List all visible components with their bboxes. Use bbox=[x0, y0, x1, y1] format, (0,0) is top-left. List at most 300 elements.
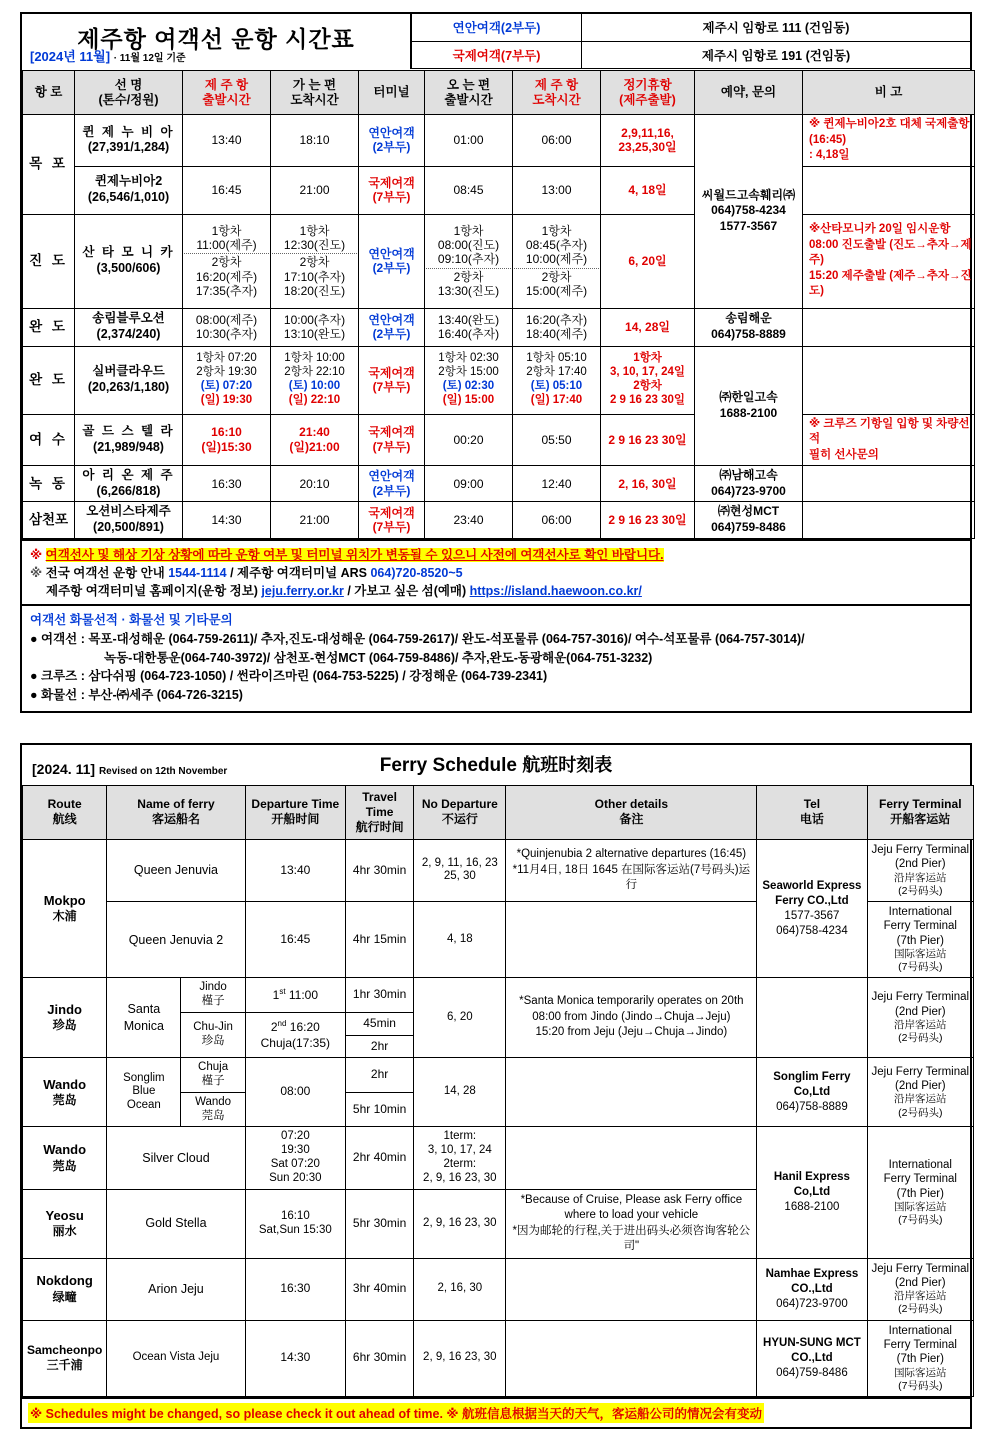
english-footer-note: ※ Schedules might be changed, so please check it out ahead of time. ※ 航班信息根据当天的天气，客运船公司的情况会有变动 bbox=[28, 1403, 764, 1423]
cell-contact-tel1: 1688-2100 bbox=[719, 405, 778, 420]
cell-departure-ordinal: 2 bbox=[270, 1019, 278, 1034]
cell-route-en: Samcheonpo bbox=[26, 1343, 103, 1358]
cell-outbound-arrival bbox=[271, 308, 359, 346]
leg-label: 2항차 bbox=[299, 255, 330, 270]
cell-other-details bbox=[506, 1320, 757, 1396]
cell-ship bbox=[75, 115, 183, 167]
cell-ferry-terminal-l3: 沿岸客运站 bbox=[894, 1018, 947, 1031]
leg-time: 08:45(추자) bbox=[525, 237, 588, 252]
korean-title-box bbox=[22, 14, 410, 70]
th-ferry-terminal-en: Ferry Terminal bbox=[879, 797, 962, 812]
cell-no-departure: 2, 9, 16 23, 30 bbox=[414, 1320, 506, 1396]
address-row bbox=[412, 41, 971, 68]
cell-travel-time: 6hr 30min bbox=[345, 1320, 413, 1396]
cell-tel-company-l1: Songlim Ferry bbox=[773, 1070, 851, 1083]
cell-route: 완 도 bbox=[23, 308, 75, 346]
cell-contact-name: 송림해운 bbox=[725, 311, 772, 326]
cell-holiday: 4, 18일 bbox=[601, 166, 695, 214]
leg-time: 1항차 05:10 bbox=[526, 352, 587, 365]
leg-time: 1항차 07:20 bbox=[196, 352, 257, 365]
cell-terminal-l1: 연안여객 bbox=[368, 312, 415, 327]
international-terminal-address: 제주시 임항로 191 (건임동) bbox=[582, 41, 971, 68]
th-jeju-arrival-l1: 제 주 항 bbox=[534, 78, 579, 93]
cargo-contact-line: ● 크루즈 : 삼다쉬핑 (064-723-1050) / 썬라이즈마린 (064-753-5225) / 강정해운 (064-739-2341) bbox=[30, 669, 548, 684]
cell-ship-spec: (2,374/240) bbox=[96, 327, 161, 342]
th-inbound-departure bbox=[425, 71, 513, 115]
cell-no-departure: 4, 18 bbox=[414, 901, 506, 977]
cell-ship-spec: (20,263/1,180) bbox=[87, 380, 170, 395]
cell-travel-time: 4hr 15min bbox=[345, 901, 413, 977]
th-no-departure-en: No Departure bbox=[421, 797, 498, 812]
english-page-title-cn: 航班时刻表 bbox=[522, 754, 613, 775]
cell-ferry-terminal-l3: (7th Pier) bbox=[896, 1187, 944, 1200]
cell-jeju-departure bbox=[183, 414, 271, 466]
nationwide-ferry-phone[interactable]: 1544-1114 bbox=[168, 565, 227, 580]
cell-terminal bbox=[359, 414, 425, 466]
terminal-address-box bbox=[410, 14, 970, 69]
cell-outbound-arrival bbox=[271, 346, 359, 414]
cell-terminal-l1: 국제여객 bbox=[368, 505, 415, 520]
cell-ferry-name: Ocean Vista Jeju bbox=[107, 1320, 245, 1396]
cell-departure-time: 14:30 bbox=[245, 1320, 345, 1396]
cell-ferry-name-l1: Santa bbox=[127, 1002, 161, 1017]
leg-time: 12:30(진도) bbox=[283, 237, 346, 252]
info-line-1-mid: / 제주항 여객터미널 ARS bbox=[226, 565, 371, 580]
cell-jeju-arrival: 06:00 bbox=[513, 502, 601, 538]
cell-inbound-departure: 23:40 bbox=[425, 502, 513, 538]
cell-terminal-l1: 연안여객 bbox=[368, 246, 415, 261]
cell-contact-name: 씨월드고속훼리㈜ bbox=[701, 187, 796, 202]
cell-tel bbox=[757, 839, 867, 977]
info-line-2 bbox=[30, 582, 962, 600]
cell-ship bbox=[75, 414, 183, 466]
leg-time-sun: (일) 17:40 bbox=[530, 393, 583, 406]
th-departure-time-cn: 开船时间 bbox=[271, 812, 320, 827]
cell-departure-ordinal: 1 bbox=[272, 987, 280, 1002]
cell-ferry-terminal-l1: International bbox=[888, 1324, 952, 1337]
cell-ferry-terminal-l2: Ferry Terminal bbox=[883, 1338, 957, 1351]
cell-terminal-l2: (2부두) bbox=[372, 261, 411, 276]
leg-time: 21:40 bbox=[299, 425, 330, 440]
cell-remark-l3: 15:20 제주출발 (제주→추자→진도) bbox=[809, 269, 972, 298]
cell-travel-time: 1hr 30min bbox=[345, 978, 413, 1013]
cell-travel-time bbox=[345, 1012, 413, 1057]
cell-contact-name: ㈜한일고속 bbox=[719, 390, 778, 405]
cell-ferry-terminal-l3: 沿岸客运站 bbox=[894, 1290, 947, 1303]
th-inbound-departure-l2: 출발시간 bbox=[444, 92, 493, 107]
cell-ship-name: 골 드 스 텔 라 bbox=[82, 424, 175, 439]
cell-departure-time: 16:45 bbox=[245, 901, 345, 977]
cell-travel-time: 5hr 30min bbox=[345, 1189, 413, 1258]
leg-label: 2항차 bbox=[211, 255, 242, 270]
cell-route bbox=[23, 1189, 107, 1258]
cell-route bbox=[23, 1320, 107, 1396]
cell-inbound-departure: 01:00 bbox=[425, 115, 513, 167]
th-other-details bbox=[506, 785, 757, 839]
table-row bbox=[23, 466, 975, 502]
cell-ferry-terminal-l2: Ferry Terminal bbox=[883, 1173, 957, 1186]
cell-route: 삼천포 bbox=[23, 502, 75, 538]
cell-ferry-terminal-l2: Ferry Terminal bbox=[883, 920, 957, 933]
cell-route: 녹 동 bbox=[23, 466, 75, 502]
cell-other-details-l2: 08:00 from Jindo (Jindo→Chuja→Jeju) bbox=[532, 1010, 731, 1023]
th-ferry-name bbox=[107, 785, 245, 839]
cell-contact-tel1: 064)759-8486 bbox=[711, 519, 786, 534]
coastal-terminal-label: 연안여객(2부두) bbox=[412, 14, 582, 41]
cell-jeju-departure bbox=[183, 346, 271, 414]
cell-travel-time: 5hr 10min bbox=[345, 1092, 413, 1127]
cell-holiday-l2: 23,25,30일 bbox=[618, 140, 677, 155]
cargo-contact-block bbox=[22, 604, 970, 711]
th-tel bbox=[757, 785, 867, 839]
cell-ferry-terminal-l2: (2nd Pier) bbox=[895, 1080, 946, 1093]
th-route: 항 로 bbox=[23, 71, 75, 115]
cell-departure-time-l1: 07:20 bbox=[280, 1130, 310, 1143]
cell-ferry-name: Arion Jeju bbox=[107, 1258, 245, 1320]
cell-no-departure-l1: 1term: bbox=[443, 1130, 477, 1143]
cell-ferry-terminal-l4: (2号码头) bbox=[898, 1032, 943, 1045]
cell-ship-name: 오션비스타제주 bbox=[86, 504, 171, 519]
th-tel-en: Tel bbox=[803, 797, 821, 812]
table-row bbox=[23, 1058, 974, 1093]
coastal-terminal-address: 제주시 임항로 111 (건임동) bbox=[582, 14, 971, 41]
leg-label: 1항차 bbox=[541, 223, 572, 238]
cell-remark bbox=[803, 308, 975, 346]
cell-departure-ordinal-sup: st bbox=[279, 986, 286, 996]
cell-jeju-arrival bbox=[513, 308, 601, 346]
cell-inbound-departure bbox=[425, 308, 513, 346]
cell-tel bbox=[757, 1127, 867, 1258]
cell-contact bbox=[695, 502, 803, 538]
cell-ferry-terminal-l1: Jeju Ferry Terminal bbox=[871, 1262, 970, 1275]
cell-ferry-terminal bbox=[867, 901, 973, 977]
cell-departure-time-l3: Sat 07:20 bbox=[270, 1157, 320, 1170]
cell-remark-l2: : 4,18일 bbox=[809, 149, 850, 162]
cell-ferry-name-l2: Monica bbox=[123, 1018, 165, 1033]
th-ferry-name-en: Name of ferry bbox=[137, 797, 215, 812]
cell-contact-tel1: 064)758-4234 bbox=[711, 203, 786, 218]
leg-label: 2항차 bbox=[453, 269, 484, 284]
effective-date bbox=[30, 46, 186, 65]
leg-time: 09:10(추자) bbox=[437, 252, 500, 267]
cell-terminal-l2: (2부두) bbox=[372, 483, 411, 498]
cell-route-en: Mokpo bbox=[43, 893, 86, 909]
th-no-departure bbox=[414, 785, 506, 839]
cell-route-en: Jindo bbox=[47, 1002, 82, 1018]
cell-ship-spec: (6,266/818) bbox=[96, 483, 161, 498]
cell-ferry-terminal-l2: (2nd Pier) bbox=[895, 1276, 946, 1289]
cell-tel-company-l2: Co,Ltd bbox=[793, 1185, 831, 1198]
cell-ferry-terminal-l3: 沿岸客运站 bbox=[894, 871, 947, 884]
cell-ship bbox=[75, 346, 183, 414]
cell-departure-time-via: Chuja(17:35) bbox=[260, 1035, 331, 1050]
cell-outbound-arrival: 20:10 bbox=[271, 466, 359, 502]
table-row bbox=[23, 978, 974, 1013]
th-jeju-departure bbox=[183, 71, 271, 115]
ferry-schedule-document bbox=[0, 12, 992, 1429]
cell-departure-time-l1: 16:10 bbox=[280, 1209, 310, 1222]
cell-tel-company-l1: HYUN-SUNG MCT bbox=[763, 1336, 861, 1349]
cell-other-details-l1: *Santa Monica temporarily operates on 20th bbox=[519, 995, 744, 1008]
th-jeju-departure-l1: 제 주 항 bbox=[204, 78, 249, 93]
cell-other-details bbox=[506, 901, 757, 977]
cell-route-cn: 莞岛 bbox=[52, 1092, 77, 1107]
korean-schedule-table bbox=[22, 70, 975, 539]
table-row bbox=[23, 308, 975, 346]
leg-time: 08:00(진도) bbox=[437, 237, 500, 252]
cell-ferry-name-l1: Songlim bbox=[123, 1071, 165, 1084]
cell-terminal bbox=[359, 214, 425, 308]
cell-tel bbox=[757, 1320, 867, 1396]
cell-route: 진 도 bbox=[23, 214, 75, 308]
cell-route: 완 도 bbox=[23, 346, 75, 414]
cell-tel bbox=[757, 1258, 867, 1320]
table-row bbox=[23, 1320, 974, 1396]
cell-outbound-arrival bbox=[271, 214, 359, 308]
cell-leg-name-cn: 莞岛 bbox=[201, 1109, 225, 1122]
jeju-ferry-homepage-link[interactable]: jeju.ferry.or.kr bbox=[261, 583, 344, 598]
cell-ferry-name-l2: Blue bbox=[132, 1085, 156, 1098]
cell-holiday-l3: 2항차 bbox=[633, 380, 662, 393]
th-contact: 예약, 문의 bbox=[695, 71, 803, 115]
cell-remark-l2: 필히 선사문의 bbox=[809, 448, 879, 461]
english-header-band bbox=[22, 745, 970, 785]
cell-other-details-l1: *Quinjenubia 2 alternative departures (16:45) bbox=[516, 848, 747, 861]
cell-ferry-terminal-l3: (7th Pier) bbox=[896, 1353, 944, 1366]
th-travel-time-en-l2: Time bbox=[365, 804, 394, 819]
cell-leg-name-cn: 珍岛 bbox=[201, 1035, 225, 1048]
cell-jeju-departure bbox=[183, 214, 271, 308]
leg-time: 16:10 bbox=[211, 425, 242, 440]
leg-time-sun: (일) 19:30 bbox=[200, 393, 253, 406]
cell-departure-time-value: 11:00 bbox=[285, 987, 319, 1002]
english-schedule-table bbox=[22, 785, 974, 1397]
leg-time: 2항차 19:30 bbox=[196, 366, 257, 379]
island-booking-link[interactable]: https://island.haewoon.co.kr/ bbox=[469, 583, 642, 598]
cell-contact bbox=[695, 308, 803, 346]
cell-travel-time: 2hr 40min bbox=[345, 1127, 413, 1189]
cell-route-cn: 绿疃 bbox=[52, 1289, 77, 1304]
table-row bbox=[23, 346, 975, 414]
cell-no-departure bbox=[414, 1127, 506, 1189]
cell-remark-l2: 08:00 진도출발 (진도→추자→제주) bbox=[809, 238, 972, 267]
leg-label: 1항차 bbox=[211, 223, 242, 238]
effective-date-sub: · 11월 12일 기준 bbox=[113, 53, 186, 64]
cell-no-departure: 14, 28 bbox=[414, 1058, 506, 1127]
table-row bbox=[23, 115, 975, 167]
leg-time: 13:10(완도) bbox=[283, 327, 346, 342]
cell-terminal bbox=[359, 115, 425, 167]
th-departure-time-en: Departure Time bbox=[251, 797, 340, 812]
cell-ferry-terminal-l4: 国际客运站 bbox=[894, 948, 947, 961]
cell-tel-company-l2: Co,Ltd bbox=[793, 1085, 831, 1098]
english-schedule-panel bbox=[20, 743, 972, 1429]
cell-jeju-arrival bbox=[513, 346, 601, 414]
cell-remark bbox=[803, 214, 975, 308]
cell-other-details-l3: 15:20 from Jeju (Jeju→Chuja→Jindo) bbox=[535, 1026, 728, 1039]
cell-ferry-terminal bbox=[867, 1127, 973, 1258]
cell-terminal-l2: (7부두) bbox=[372, 190, 411, 205]
th-jeju-arrival-l2: 도착시간 bbox=[532, 92, 581, 107]
weather-warning-line: ※ 여객선사 및 해상 기상 상황에 따라 운항 여부 및 터미널 위치가 변동될 수 있으니 사전에 여객선사로 확인 바랍니다. bbox=[30, 547, 664, 562]
leg-label: 2항차 bbox=[541, 269, 572, 284]
leg-time: 16:20(추자) bbox=[525, 312, 588, 327]
th-remark: 비 고 bbox=[803, 71, 975, 115]
cell-inbound-departure: 09:00 bbox=[425, 466, 513, 502]
th-travel-time-en-l1: Travel bbox=[362, 789, 397, 804]
cell-route-cn: 莞岛 bbox=[52, 1158, 77, 1173]
leg-time: 10:30(추자) bbox=[195, 327, 258, 342]
cell-ship-spec: (3,500/606) bbox=[96, 261, 161, 276]
info-line-2-mid: / 가보고 싶은 섬(예매) bbox=[343, 583, 470, 598]
cell-route bbox=[23, 1258, 107, 1320]
cell-leg-name-en: Wando bbox=[195, 1095, 232, 1108]
cell-tel-number-1: 1688-2100 bbox=[784, 1200, 840, 1213]
leg-time: 13:30(진도) bbox=[437, 284, 500, 299]
cell-ferry-terminal-l4: 国际客运站 bbox=[894, 1200, 947, 1213]
cell-route-cn: 珍岛 bbox=[52, 1018, 77, 1033]
leg-time-sat: (토) 07:20 bbox=[200, 380, 253, 393]
cell-ferry-terminal-l1: International bbox=[888, 905, 952, 918]
th-travel-time-cn: 航行时间 bbox=[355, 819, 404, 834]
cell-route-cn: 木浦 bbox=[52, 909, 77, 924]
th-tel-cn: 电话 bbox=[799, 812, 824, 827]
cell-ferry-name: Gold Stella bbox=[107, 1189, 245, 1258]
cell-remark bbox=[803, 115, 975, 167]
cell-terminal-l2: (7부두) bbox=[372, 380, 411, 395]
cell-tel bbox=[757, 978, 867, 1058]
cell-no-departure-l2: 3, 10, 17, 24 bbox=[427, 1144, 492, 1157]
cell-departure-time: 13:40 bbox=[245, 839, 345, 901]
cell-contact bbox=[695, 466, 803, 502]
cell-jeju-departure: 16:30 bbox=[183, 466, 271, 502]
th-no-departure-cn: 不运行 bbox=[441, 812, 478, 827]
cell-jeju-departure: 16:45 bbox=[183, 166, 271, 214]
cell-travel-time-b: 2hr bbox=[370, 1038, 389, 1053]
cell-travel-time: 4hr 30min bbox=[345, 839, 413, 901]
cell-remark bbox=[803, 466, 975, 502]
cell-departure-time: 08:00 bbox=[245, 1058, 345, 1127]
cell-remark-l1: ※산타모니카 20일 임시운항 bbox=[809, 223, 951, 236]
cell-tel-company-l1: Namhae Express bbox=[765, 1267, 859, 1280]
table-header-row bbox=[23, 785, 974, 839]
cell-departure-ordinal-sup: nd bbox=[277, 1018, 287, 1028]
cell-tel-company-l2: CO.,Ltd bbox=[791, 1351, 833, 1364]
cell-ship-name: 산 타 모 니 카 bbox=[82, 245, 175, 260]
cell-contact-tel1: 064)723-9700 bbox=[711, 483, 786, 498]
th-travel-time bbox=[345, 785, 413, 839]
cell-outbound-arrival: 18:10 bbox=[271, 115, 359, 167]
cell-other-details bbox=[506, 1058, 757, 1127]
cell-contact-name: ㈜남해고속 bbox=[719, 468, 778, 483]
cell-route-cn: 三千浦 bbox=[46, 1358, 83, 1373]
cell-leg-name-en: Chu-Jin bbox=[193, 1021, 233, 1034]
cell-contact-name: ㈜현성MCT bbox=[717, 504, 780, 519]
leg-time: 17:10(추자) bbox=[283, 269, 346, 284]
cargo-contact-line: 녹동-대한통운(064-740-3972)/ 삼천포-현성MCT (064-759-8486)/ 추자,완도-동광해운(064-751-3232) bbox=[104, 650, 653, 665]
table-row bbox=[23, 502, 975, 538]
cell-route bbox=[23, 978, 107, 1058]
cell-holiday-l1: 1항차 bbox=[633, 352, 662, 365]
cell-ship bbox=[75, 166, 183, 214]
korean-header-band bbox=[22, 14, 970, 70]
leg-time: 16:40(추자) bbox=[437, 327, 500, 342]
cell-no-departure-l1: 2, 9, 11, 16, 23 bbox=[421, 856, 498, 869]
cell-ferry-terminal-l1: Jeju Ferry Terminal bbox=[871, 991, 970, 1004]
english-effective-date bbox=[32, 761, 227, 777]
th-ferry-terminal bbox=[867, 785, 973, 839]
cell-ship-spec: (26,546/1,010) bbox=[87, 190, 170, 205]
leg-time: 1항차 10:00 bbox=[284, 352, 345, 365]
th-jeju-arrival bbox=[513, 71, 601, 115]
english-revision-note: Revised on 12th November bbox=[98, 765, 228, 777]
cell-terminal-l2: (7부두) bbox=[372, 519, 411, 534]
cell-ferry-terminal-l2: (2nd Pier) bbox=[895, 858, 946, 871]
cell-contact-tel2: 1577-3567 bbox=[719, 219, 778, 234]
cell-no-departure-l3: 2term: bbox=[443, 1157, 477, 1170]
cell-departure-time-value: 16:20 bbox=[286, 1019, 320, 1034]
cell-terminal-l1: 국제여객 bbox=[368, 365, 415, 380]
th-route bbox=[23, 785, 107, 839]
cell-ferry-terminal-l4: 国际客运站 bbox=[894, 1366, 947, 1379]
leg-time-sun: (일) 22:10 bbox=[288, 393, 341, 406]
cell-terminal bbox=[359, 502, 425, 538]
cell-other-details-l2: where to load your vehicle bbox=[564, 1209, 699, 1222]
th-ship-name-l2: (톤수/정원) bbox=[98, 92, 159, 107]
cell-terminal-l1: 국제여객 bbox=[368, 425, 415, 440]
cell-ferry-terminal-l1: Jeju Ferry Terminal bbox=[871, 843, 970, 856]
weather-warning-text: 여객선사 및 해상 기상 상황에 따라 운항 여부 및 터미널 위치가 변동될 수 있으니 사전에 여객선사로 확인 바랍니다. bbox=[45, 547, 664, 562]
cell-holiday bbox=[601, 346, 695, 414]
cell-ferry-terminal-l4: (2号码头) bbox=[898, 884, 943, 897]
cell-departure-time-l2: 19:30 bbox=[280, 1144, 310, 1157]
cell-contact bbox=[695, 346, 803, 466]
cell-route-en: Nokdong bbox=[36, 1273, 93, 1289]
cell-terminal-l2: (7부두) bbox=[372, 439, 411, 454]
cell-holiday: 2 9 16 23 30일 bbox=[601, 414, 695, 466]
cell-tel-number-1: 064)758-8889 bbox=[776, 1100, 848, 1113]
address-row bbox=[412, 14, 971, 41]
cell-inbound-departure: 00:20 bbox=[425, 414, 513, 466]
jeju-terminal-ars-phone[interactable]: 064)720-8520~5 bbox=[370, 565, 463, 580]
cell-ferry-terminal bbox=[867, 1320, 973, 1396]
cell-other-details bbox=[506, 1127, 757, 1189]
cell-ferry-name-l3: Ocean bbox=[126, 1099, 161, 1112]
th-jeju-departure-l2: 출발시간 bbox=[202, 92, 251, 107]
cell-route-cn: 丽水 bbox=[52, 1224, 77, 1239]
cell-other-details bbox=[506, 1258, 757, 1320]
cell-tel-company-l1: Seaworld Express bbox=[762, 879, 862, 892]
cell-departure-time: 16:30 bbox=[245, 1258, 345, 1320]
cell-no-departure-l4: 2, 9, 16 23, 30 bbox=[423, 1171, 497, 1184]
cell-terminal-l1: 연안여객 bbox=[368, 125, 415, 140]
leg-time-sun: (일) 15:00 bbox=[442, 393, 495, 406]
cell-ship-spec: (27,391/1,284) bbox=[87, 140, 170, 155]
cell-tel-number-1: 064)759-8486 bbox=[776, 1366, 848, 1379]
cell-holiday: 2 9 16 23 30일 bbox=[601, 502, 695, 538]
th-other-details-cn: 备注 bbox=[619, 812, 644, 827]
leg-time: 16:20(제주) bbox=[195, 269, 258, 284]
cell-terminal bbox=[359, 346, 425, 414]
cell-no-departure-l2: 25, 30 bbox=[443, 870, 476, 883]
cell-ship-name: 퀸 제 누 비 아 bbox=[82, 124, 175, 139]
cell-ship-name: 실버클라우드 bbox=[92, 364, 165, 379]
leg-time: 17:35(추자) bbox=[195, 284, 258, 299]
th-ship-name bbox=[75, 71, 183, 115]
cell-holiday: 6, 20일 bbox=[601, 214, 695, 308]
cell-remark bbox=[803, 346, 975, 414]
cell-holiday-l1: 2,9,11,16, bbox=[621, 125, 674, 140]
